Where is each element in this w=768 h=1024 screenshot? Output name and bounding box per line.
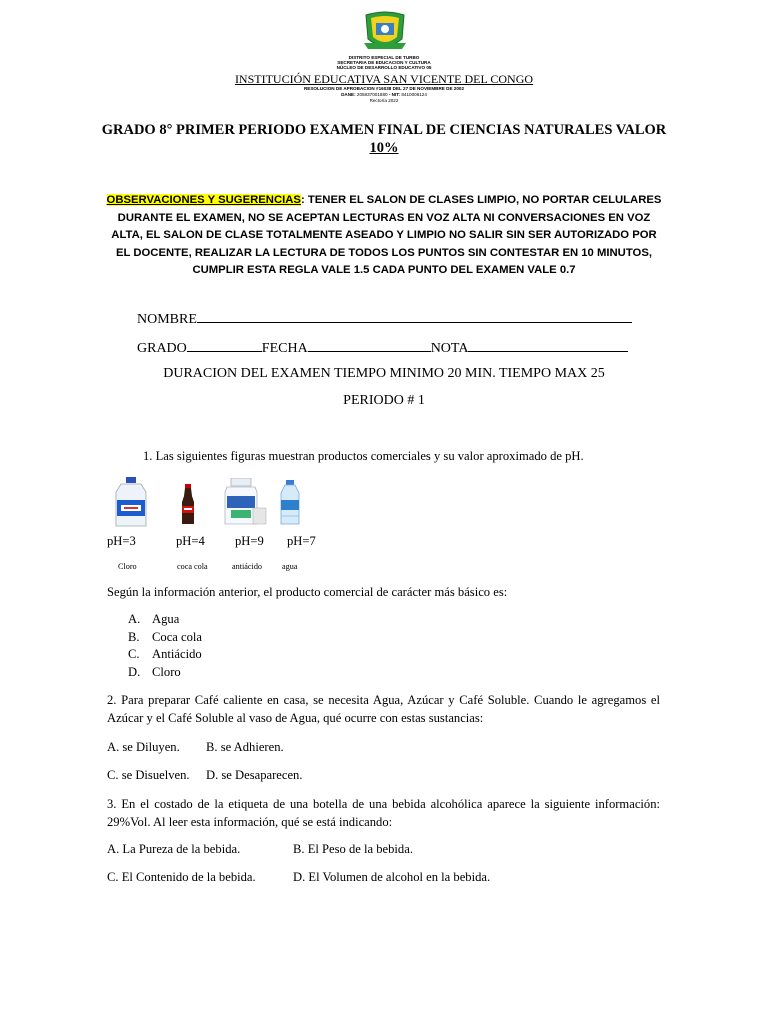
- ph-cloro: pH=3: [107, 534, 136, 548]
- resolution-line: RESOLUCION DE APROBACION #16038 DEL 27 DE NOVIEMBRE DE 2002: [303, 86, 465, 91]
- soda-bottle-icon: [180, 484, 196, 531]
- ph-coca-cola: pH=4: [176, 534, 205, 548]
- grado-blank[interactable]: [187, 338, 262, 352]
- q1-options: [128, 612, 202, 682]
- q3-option-b[interactable]: B. El Peso de la bebida.: [293, 842, 413, 856]
- ph-agua: pH=7: [287, 534, 316, 548]
- q2-option-c[interactable]: C. se Disuelven.: [107, 768, 190, 782]
- antacid-bottle-icon: [223, 478, 267, 531]
- q3-option-a[interactable]: A. La Pureza de la bebida.: [107, 842, 241, 856]
- fecha-blank[interactable]: [308, 338, 431, 352]
- period-text: PERIODO # 1: [343, 393, 425, 408]
- exam-title: GRADO 8° PRIMER PERIODO EXAMEN FINAL DE CIENCIAS NATURALES VALOR 10%: [101, 122, 667, 156]
- observations-block: [105, 192, 663, 280]
- nota-label: NOTA: [430, 341, 469, 356]
- q2-option-d[interactable]: D. se Desaparecen.: [206, 768, 303, 782]
- fecha-label: FECHA: [261, 341, 308, 356]
- observations-text: : TENER EL SALON DE CLASES LIMPIO, NO PORTAR CELULARES DURANTE EL EXAMEN, NO SE ACEPTAN LECTURAS EN VOZ ALTA NI CONVERSACIONES EN VOZ ALTA, EL SALON DE CLASE TOTALMENTE ASEADO Y LIMPIO NO SALIR SIN SER AUTORIZADO POR EL DOCENTE, REALIZAR LA LECTURA DE TODOS LOS PUNTOS SIN CONTESTAR EN 10 MINUTOS, CUMPLIR ESTA REGLA VALE 1.5 CADA PUNTO DEL EXAMEN VALE 0.7: [111, 194, 662, 277]
- secretary-line: SECRETARIA DE EDUCACION Y CULTURA: [337, 60, 431, 65]
- school-crest-logo: [362, 9, 408, 53]
- q1-option-b[interactable]: B. Coca cola: [128, 629, 202, 644]
- dane-nit-line: DANE: 205837001880 - NIT: 8410006124: [341, 92, 427, 97]
- nucleus-line: NÚCLEO DE DESARROLLO EDUCATIVO 05: [336, 65, 432, 70]
- q3-option-d[interactable]: D. El Volumen de alcohol en la bebida.: [293, 870, 491, 884]
- q1-question: Según la información anterior, el producto comercial de carácter más básico es:: [107, 585, 508, 599]
- duration-text: DURACION DEL EXAMEN TIEMPO MINIMO 20 MIN. TIEMPO MAX 25: [163, 366, 605, 381]
- q1-option-c[interactable]: C. Antiácido: [128, 647, 202, 661]
- water-bottle-icon: [278, 480, 302, 531]
- q1-option-a[interactable]: A. Agua: [128, 612, 180, 626]
- q2-option-b[interactable]: B. se Adhieren.: [206, 740, 284, 754]
- q2-prompt: 2. Para preparar Café caliente en casa, se necesita Agua, Azúcar y Café Soluble. Cuando le agregamos el Azúcar y el Café Soluble al vaso de Agua, qué ocurre con estas sustancias:: [107, 693, 660, 725]
- observations-label: OBSERVACIONES Y SUGERENCIAS: [106, 194, 301, 206]
- grado-label: GRADO: [137, 341, 187, 356]
- q3-option-c[interactable]: C. El Contenido de la bebida.: [107, 870, 256, 884]
- caption-cloro: Cloro: [118, 562, 137, 571]
- q3-prompt: 3. En el costado de la etiqueta de una botella de una bebida alcohólica aparece la siguiente información: 29%Vol. Al leer esta información, qué se está indicando:: [107, 797, 660, 829]
- grade-date-grade-row: [137, 338, 628, 357]
- institution-name: INSTITUCIÓN EDUCATIVA SAN VICENTE DEL CONGO: [234, 72, 534, 86]
- bleach-jug-icon: [113, 476, 149, 533]
- q1-option-d[interactable]: D. Cloro: [128, 664, 181, 679]
- caption-coca-cola: coca cola: [177, 562, 208, 571]
- q1-prompt: 1. Las siguientes figuras muestran productos comerciales y su valor aproximado de pH.: [143, 449, 584, 463]
- caption-antiacido: antiácido: [232, 562, 263, 571]
- caption-agua: agua: [282, 562, 298, 571]
- name-field[interactable]: NOMBRE: [137, 309, 632, 328]
- nota-blank[interactable]: [468, 338, 628, 352]
- ph-antiacido: pH=9: [235, 534, 264, 548]
- rectoria-line: Rectoría 2022: [369, 98, 399, 103]
- district-line: DISTRITO ESPECIAL DE TURBO: [348, 55, 420, 60]
- q2-option-a[interactable]: A. se Diluyen.: [107, 740, 180, 754]
